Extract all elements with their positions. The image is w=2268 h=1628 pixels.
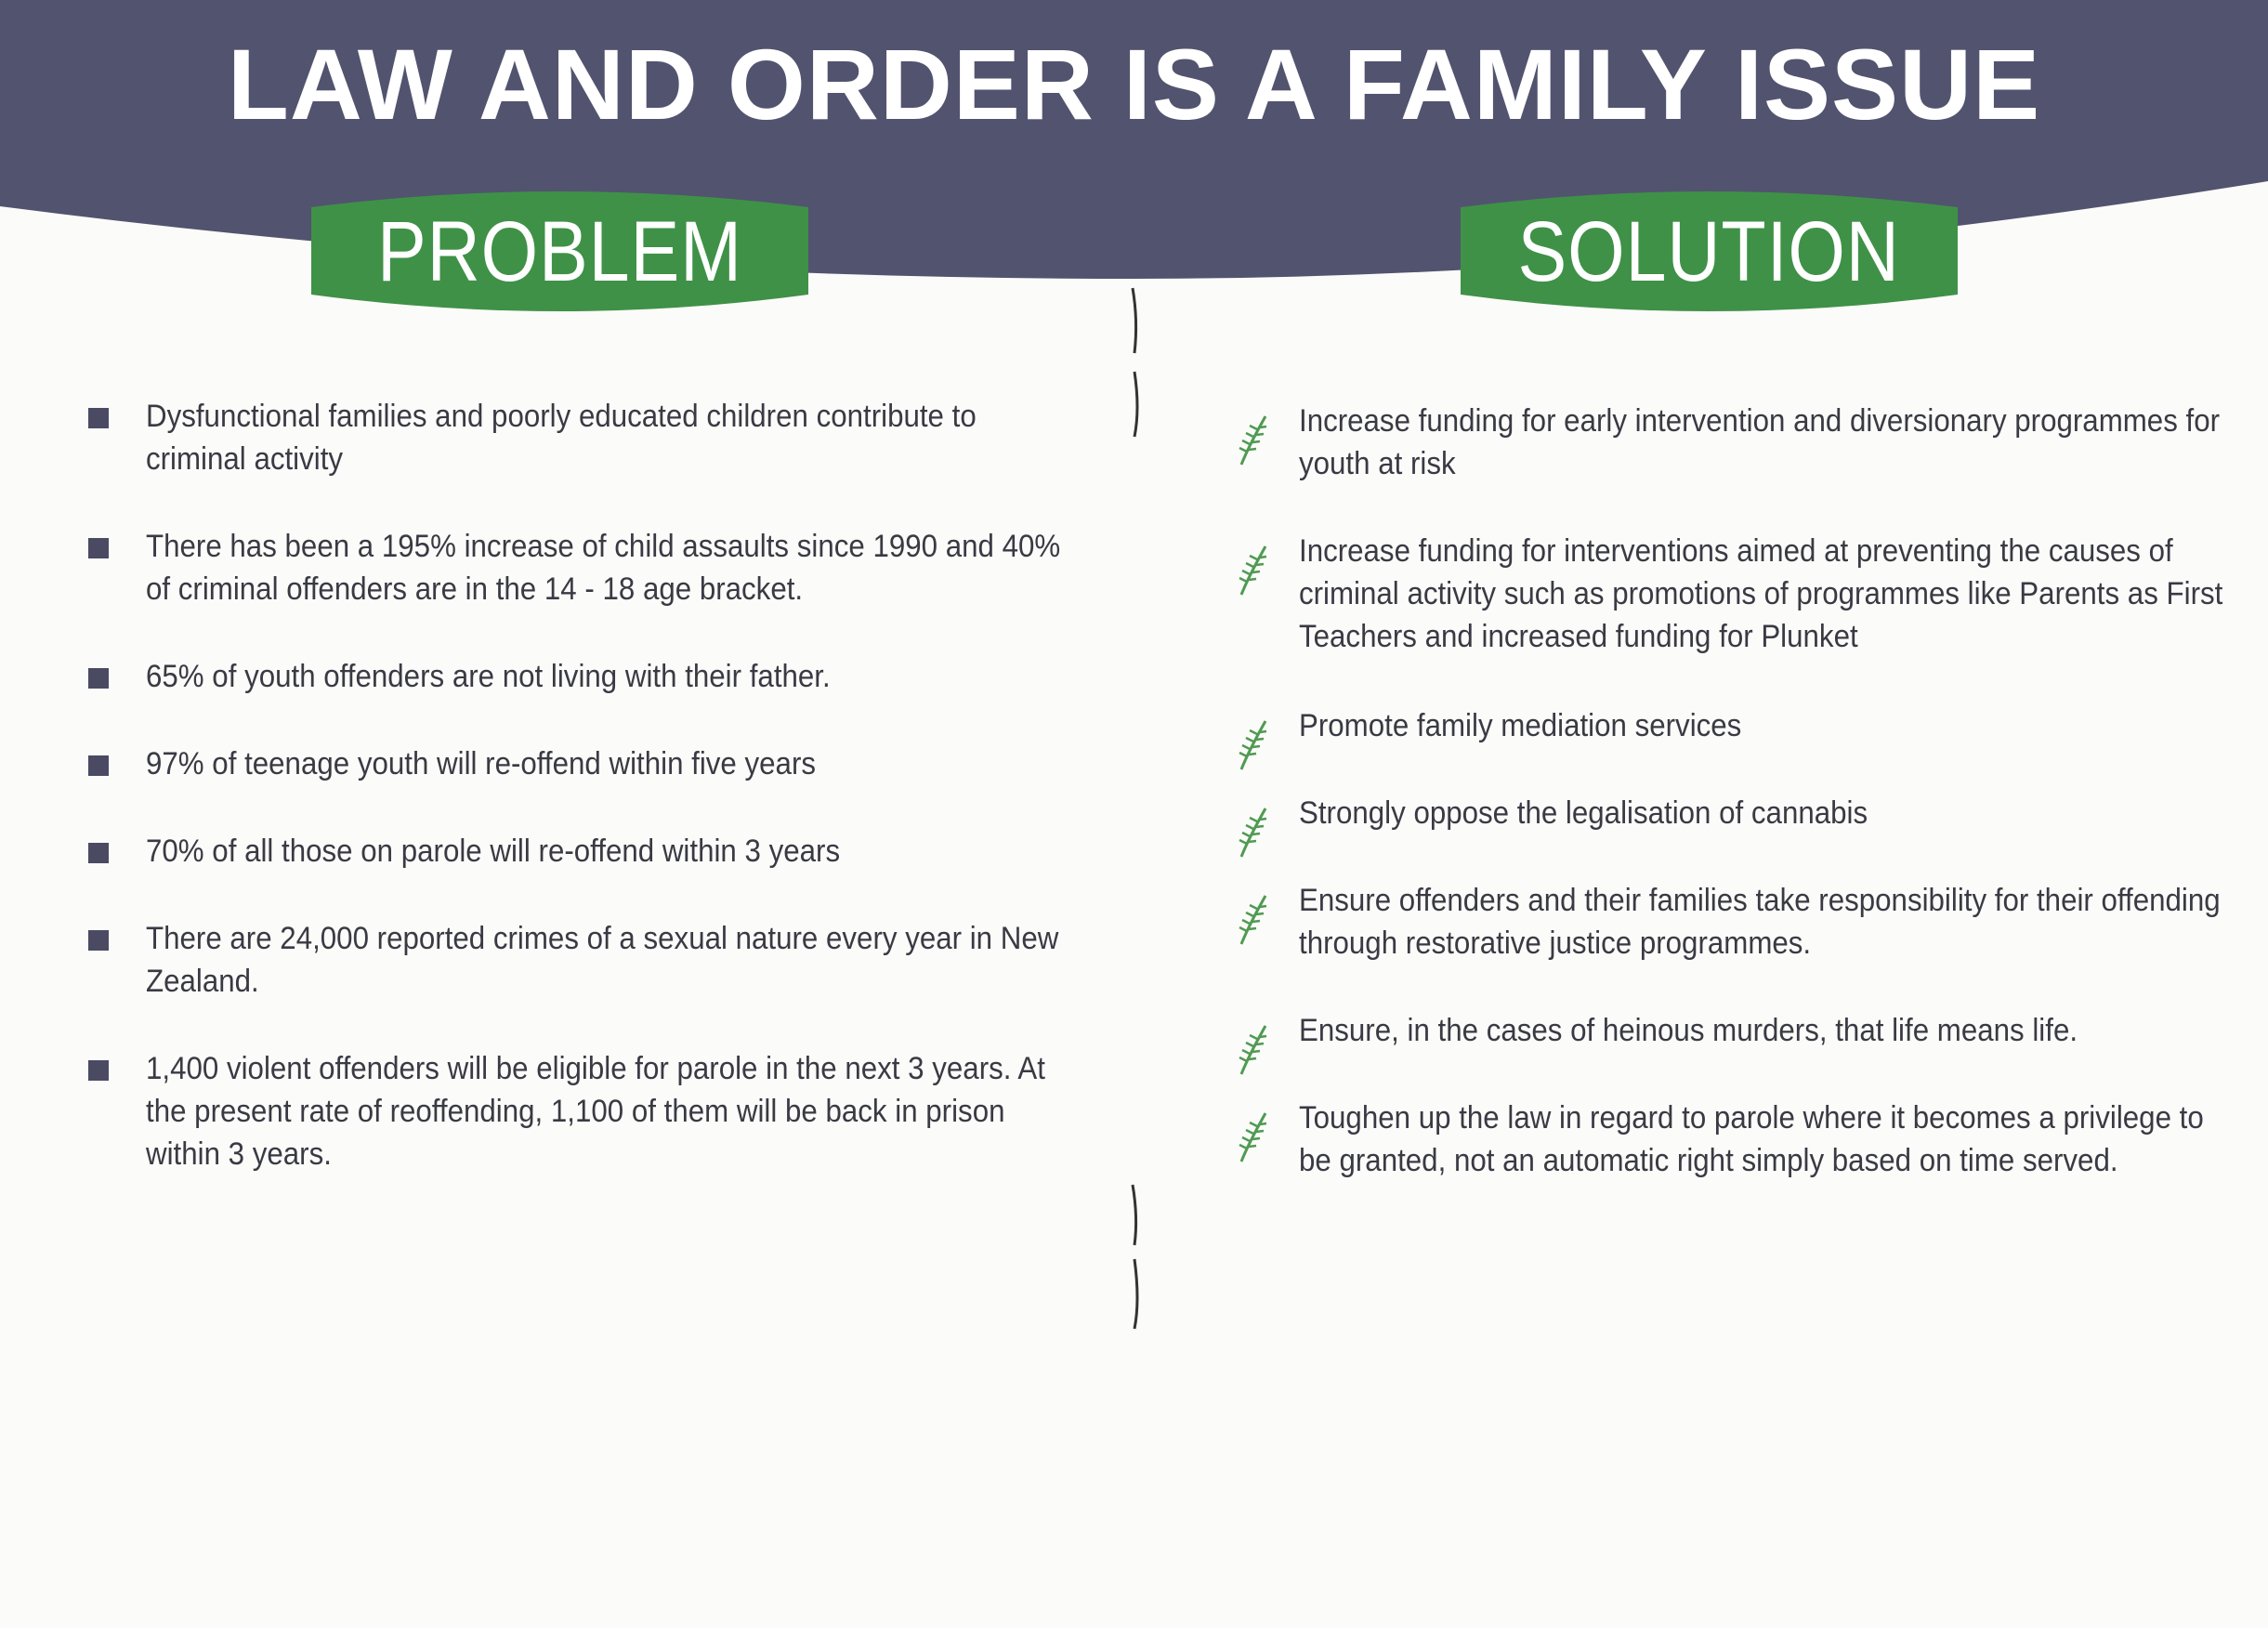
list-item — [88, 655, 1055, 742]
problem-item-text: 65% of youth offenders are not living with their father. — [146, 659, 831, 694]
problem-item-text: There are 24,000 reported crimes of a sexual nature every year in New Zealand. — [146, 921, 1059, 999]
staple-binding — [1129, 0, 1140, 1628]
list-item — [88, 742, 1055, 830]
solution-heading-tab — [1461, 181, 1958, 322]
page-title: LAW AND ORDER IS A FAMILY ISSUE — [227, 28, 2041, 140]
solution-item-text: Increase funding for early intervention and diversionary programmes for youth at risk — [1299, 403, 2221, 481]
solution-item-text: Ensure, in the cases of heinous murders, that life means life. — [1299, 1013, 2078, 1048]
solution-list — [1236, 400, 2223, 1227]
list-item — [1236, 1009, 2202, 1096]
list-item — [88, 917, 1059, 1047]
solution-item-text: Ensure offenders and their families take responsibility for their offending through restorative justice programmes. — [1299, 883, 2221, 961]
solution-item-text: Promote family mediation services — [1299, 708, 1742, 743]
square-bullet-icon — [88, 538, 109, 558]
list-item — [1236, 879, 2221, 1009]
problem-item-text: 97% of teenage youth will re-offend within five years — [146, 746, 817, 781]
list-item — [88, 525, 1061, 655]
list-item — [1236, 704, 2202, 792]
list-item — [88, 830, 1055, 917]
fern-icon — [1236, 892, 1273, 948]
problem-heading: PROBLEM — [377, 204, 742, 299]
square-bullet-icon — [88, 1060, 109, 1081]
square-bullet-icon — [88, 843, 109, 863]
solution-item-text: Increase funding for interventions aimed at preventing the causes of criminal activity such as promotions of programmes like Parents as First Teachers and increased funding for Plunket — [1299, 533, 2223, 654]
list-item — [88, 395, 1055, 525]
list-item — [1236, 400, 2221, 530]
fern-icon — [1236, 717, 1273, 773]
list-item — [1236, 530, 2223, 704]
fern-icon — [1236, 1022, 1273, 1078]
solution-item-text: Strongly oppose the legalisation of cannabis — [1299, 795, 1868, 831]
problem-item-text: 1,400 violent offenders will be eligible for parole in the next 3 years. At the present rate of reoffending, 1,100 of them will be back in prison within 3 years. — [146, 1051, 1045, 1172]
solution-heading: SOLUTION — [1517, 204, 1901, 299]
square-bullet-icon — [88, 930, 109, 951]
list-item — [1236, 1096, 2202, 1227]
list-item — [88, 1047, 1055, 1187]
solution-item-text: Toughen up the law in regard to parole where it becomes a privilege to be granted, not an automatic right simply based on time served. — [1299, 1100, 2204, 1178]
square-bullet-icon — [88, 408, 109, 428]
square-bullet-icon — [88, 668, 109, 689]
fern-icon — [1236, 1109, 1273, 1165]
problem-item-text: Dysfunctional families and poorly educated children contribute to criminal activity — [146, 399, 977, 477]
fern-icon — [1236, 805, 1273, 860]
problem-heading-tab — [311, 181, 808, 322]
fern-icon — [1236, 543, 1273, 598]
problem-item-text: There has been a 195% increase of child assaults since 1990 and 40% of criminal offenders are in the 14 - 18 age bracket. — [146, 529, 1061, 607]
problem-list — [88, 395, 1061, 1187]
list-item — [1236, 792, 2202, 879]
fern-icon — [1236, 413, 1273, 468]
problem-item-text: 70% of all those on parole will re-offend within 3 years — [146, 834, 841, 869]
square-bullet-icon — [88, 755, 109, 776]
